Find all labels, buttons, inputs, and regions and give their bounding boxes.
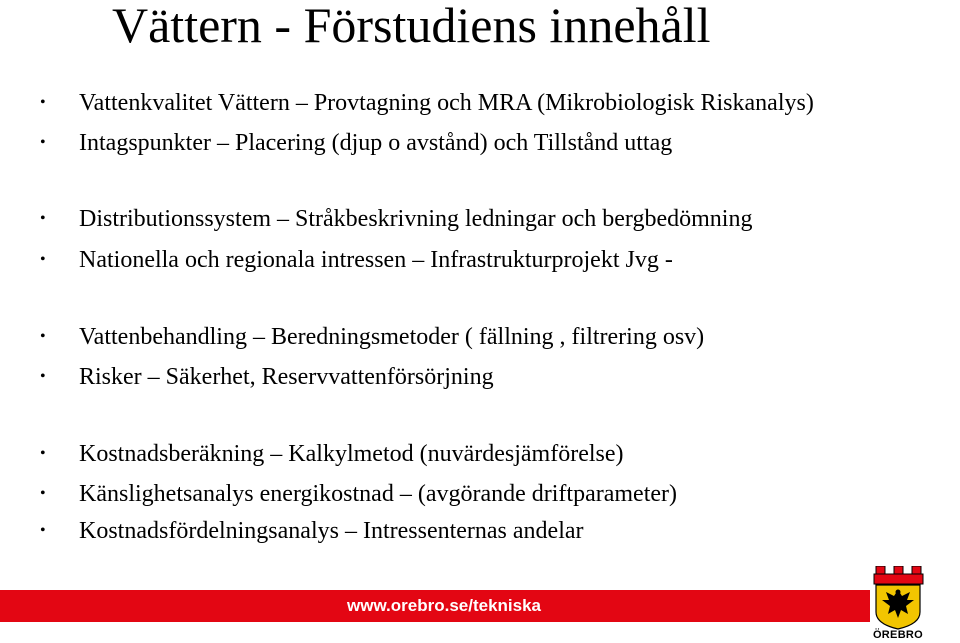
bullet-dot: • [40, 210, 46, 227]
bullet-dot: • [40, 368, 46, 385]
slide-title: Vättern - Förstudiens innehåll [112, 0, 711, 53]
bullet-text: Känslighetsanalys energikostnad – (avgörande driftparameter) [79, 481, 678, 507]
bullet-item [40, 439, 900, 469]
orebro-wordmark: ÖREBRO [872, 629, 924, 641]
bullet-text: Vattenkvalitet Vättern – Provtagning och MRA (Mikrobiologisk Riskanalys) [79, 90, 814, 116]
bullet-text: Vattenbehandling – Beredningsmetoder ( fällning , filtrering osv) [79, 324, 705, 350]
bullet-dot: • [40, 328, 46, 345]
bullet-item [40, 128, 900, 158]
bullet-dot: • [40, 445, 46, 462]
bullet-item [40, 479, 900, 509]
bullet-item [40, 88, 900, 118]
bullet-dot: • [40, 94, 46, 111]
bullet-dot: • [40, 485, 46, 502]
footer-url-link[interactable]: www.orebro.se/tekniska [347, 596, 541, 615]
bullet-item [40, 322, 900, 352]
bullet-text: Kostnadsfördelningsanalys – Intressenternas andelar [79, 518, 584, 544]
bullet-dot: • [40, 251, 46, 268]
bullet-item [40, 362, 900, 392]
footer-bar [0, 590, 870, 622]
bullet-dot: • [40, 522, 46, 539]
bullet-item [40, 245, 900, 275]
bullet-text: Intagspunkter – Placering (djup o avstånd) och Tillstånd uttag [79, 130, 673, 156]
bullet-item [40, 204, 900, 234]
bullet-text: Distributionssystem – Stråkbeskrivning ledningar och bergbedömning [79, 206, 753, 232]
bullet-text: Risker – Säkerhet, Reservvattenförsörjning [79, 364, 494, 390]
bullet-dot: • [40, 134, 46, 151]
bullet-text: Nationella och regionala intressen – Infrastrukturprojekt Jvg - [79, 247, 673, 273]
bullet-item [40, 516, 900, 546]
bullet-text: Kostnadsberäkning – Kalkylmetod (nuvärdesjämförelse) [79, 441, 624, 467]
